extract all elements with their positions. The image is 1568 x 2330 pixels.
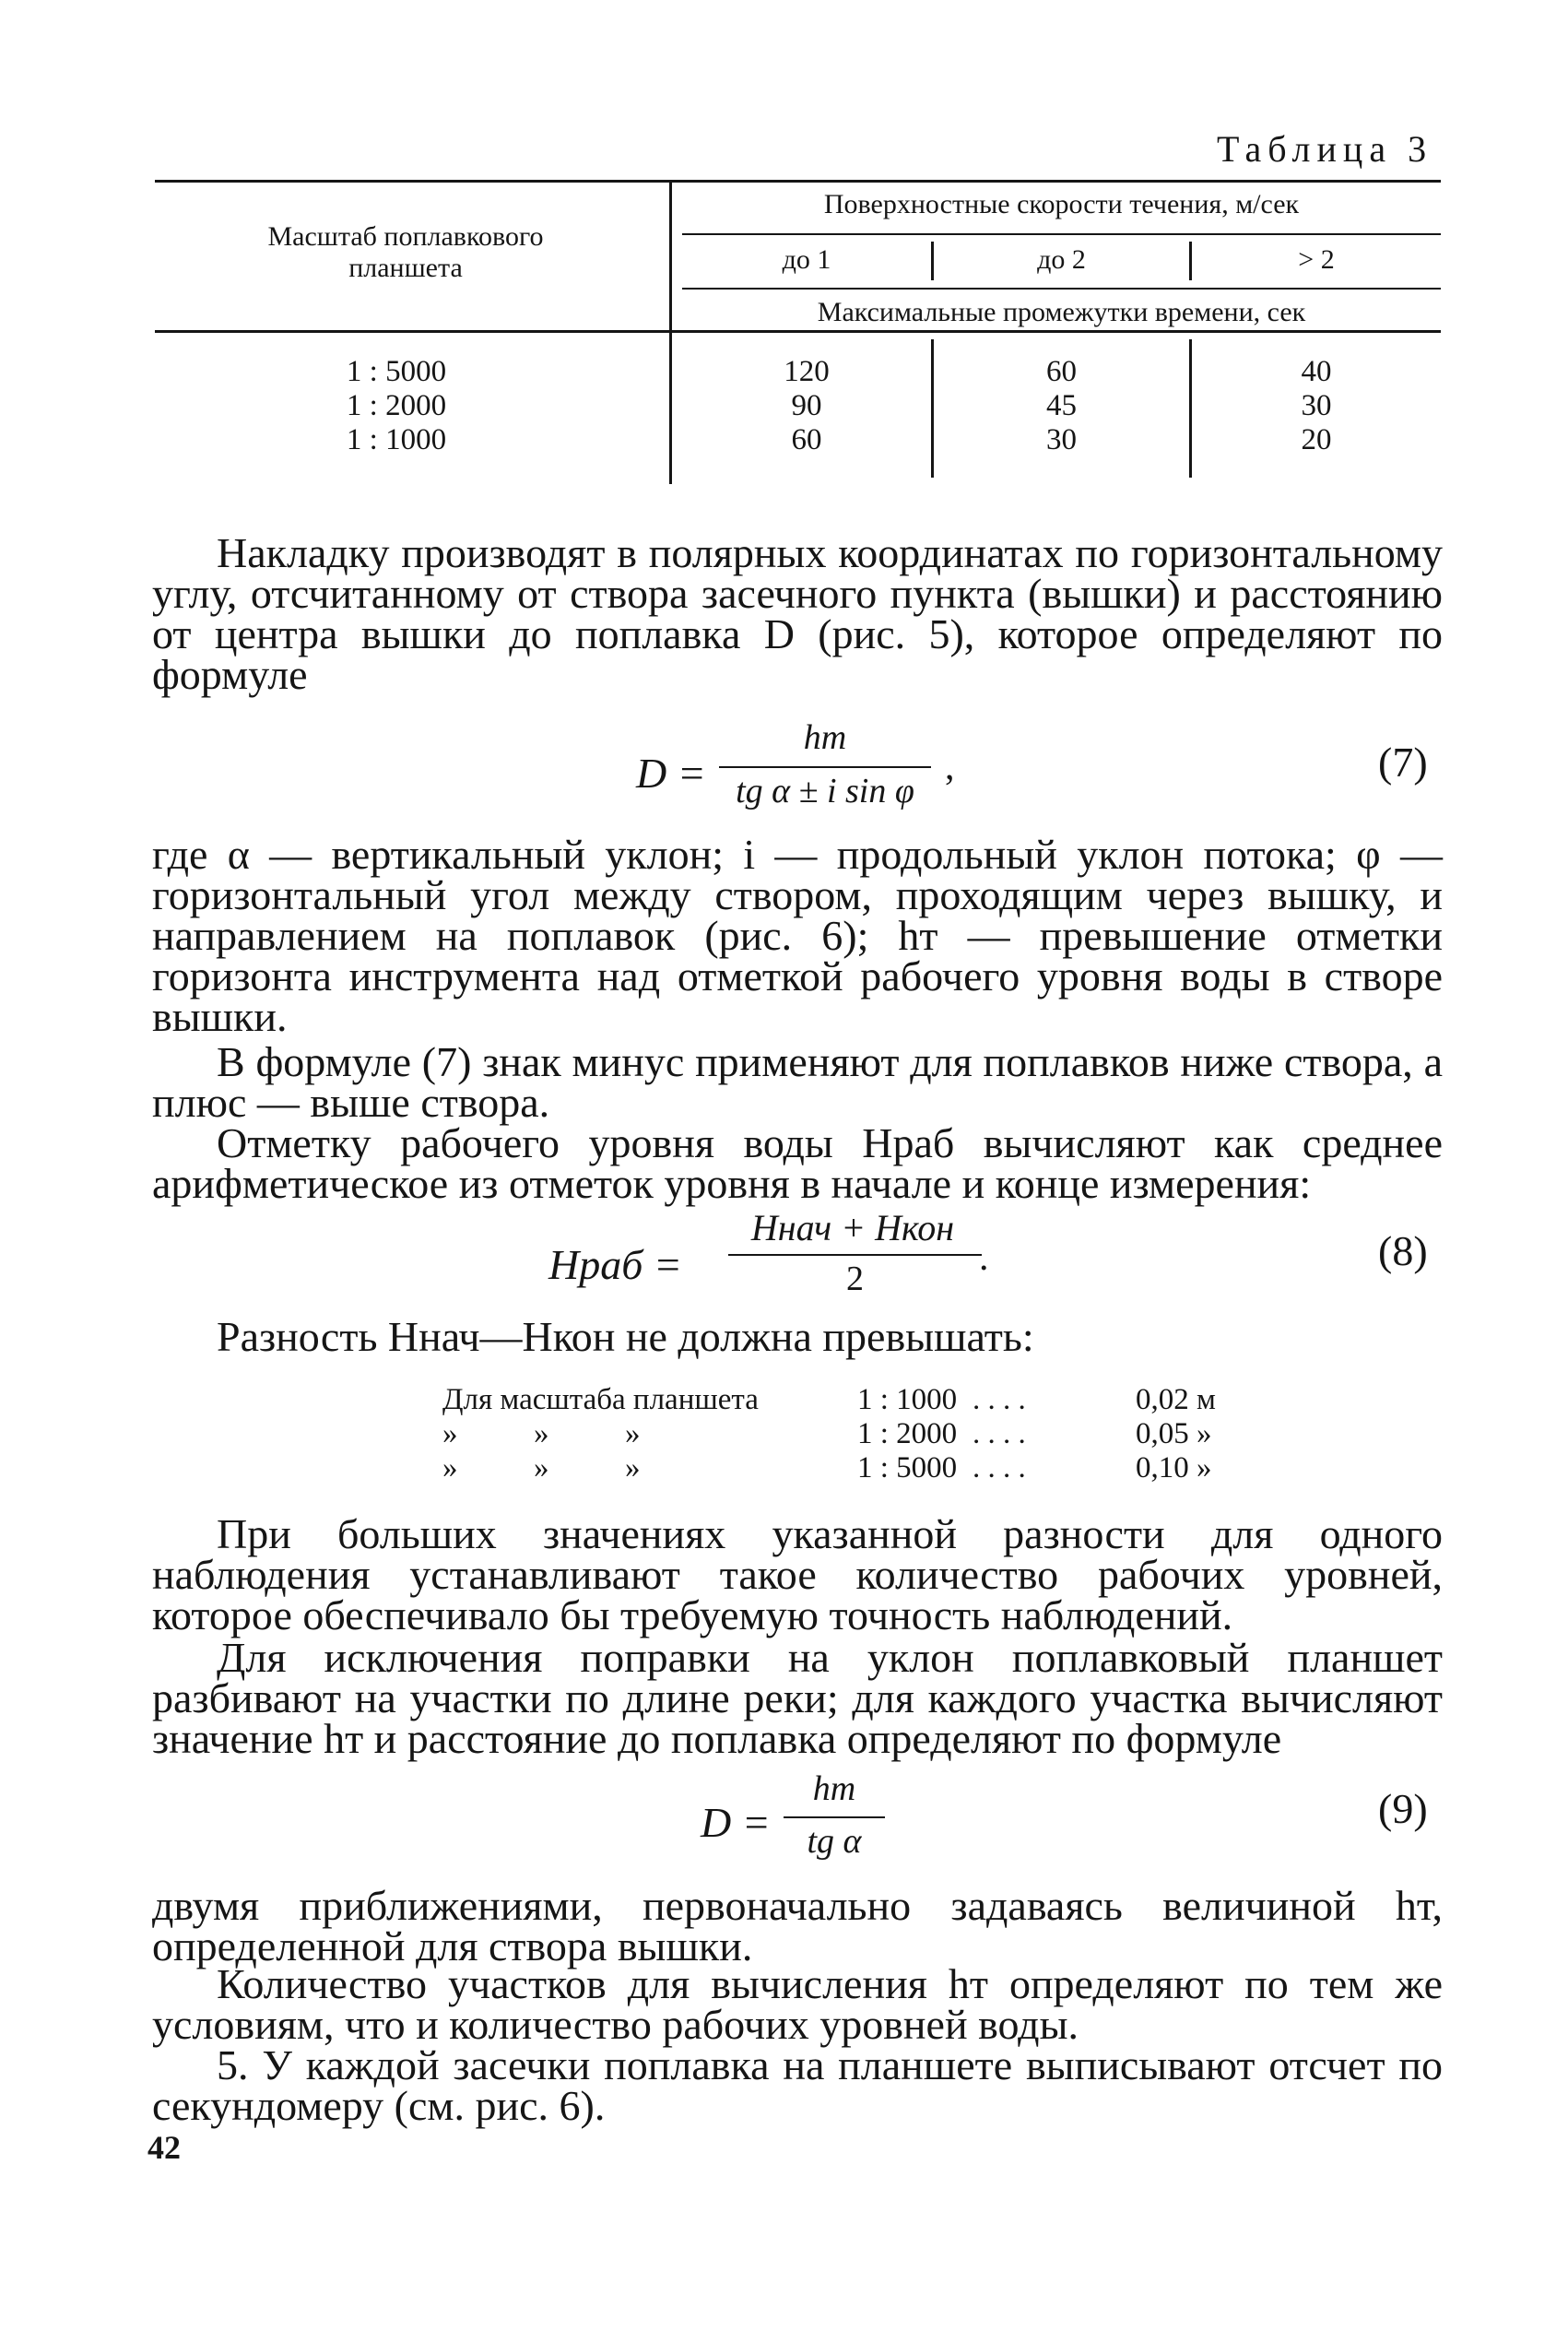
eq9-lhs: D = [701,1799,771,1846]
table-group-header: Поверхностные скорости течения, м/сек [823,189,1300,219]
paragraph-2: где α — вертикальный уклон; i — продольный уклон потока; φ — горизонтальный угол между створом, проходящим через вышку, и направлением на поплавок (рис. 6); hт — превышение отметки горизонта инструмента над отметкой рабочего уровня воды в створе вышки. [152,831,1443,1040]
paragraph-8: двумя приближениями, первоначально задаваясь величиной hт, определенной для створа вышки. [152,1882,1443,1969]
diff-row-3-label: » » » [442,1451,641,1484]
table-bottom-header: Максимальные промежутки времени, сек [817,297,1306,327]
eq7-lhs: D = [636,750,706,797]
table-caption: Таблица 3 [1217,128,1433,170]
table-col1-header: Масштаб поплавкового планшета [267,221,544,283]
table-row-3-v2: 30 [1046,423,1077,456]
table-row-3-v3: 20 [1301,423,1332,456]
diff-row-2-label: » » » [442,1417,641,1450]
diff-row-3-scale: 1 : 5000 [857,1451,958,1484]
diff-row-3 [442,1451,1235,1485]
paragraph-5: Разность Hнач—Hкон не должна превышать: [217,1313,1034,1360]
table-subheader-2: до 2 [1037,244,1086,275]
table-subheader-3: > 2 [1298,244,1335,275]
paragraph-10: 5. У каждой засечки поплавка на планшете выписывают отсчет по секундомеру (см. рис. 6). [152,2041,1443,2129]
paragraph-1: Накладку производят в полярных координатах по горизонтальному углу, отсчитанному от створа засечного пункта (вышки) и расстоянию от центра вышки до поплавка D (рис. 5), которое определяют по формуле [152,529,1443,698]
paragraph-9: Количество участков для вычисления hт определяют по тем же условиям, что и количество рабочих уровней воды. [152,1960,1443,2048]
diff-row-1-dots: . . . . [973,1383,1026,1416]
table-row-3-scale: 1 : 1000 [346,423,447,456]
table-row-2-scale: 1 : 2000 [346,389,447,422]
eq7-label: (7) [1378,739,1428,786]
table-subheader-1: до 1 [782,244,831,275]
eq8-numerator: Hнач + Hкон [750,1207,955,1248]
table-row-1-v2: 60 [1046,355,1077,388]
subheader-rule-top [682,233,1441,235]
eq9-fraction-bar [784,1816,885,1818]
diff-row-2 [442,1417,1235,1451]
eq8-label: (8) [1378,1227,1428,1274]
diff-row-1-label: Для масштаба планшета [442,1383,759,1416]
table-row-1-v3: 40 [1301,355,1332,388]
diff-row-1-value: 0,02 м [1136,1383,1216,1416]
eq7-numerator: hт [803,718,847,757]
paragraph-4: Отметку рабочего уровня воды Hраб вычисляют как среднее арифметическое из отметок уровня в начале и конце измерения: [152,1119,1443,1207]
diff-row-3-value: 0,10 » [1136,1451,1212,1484]
eq9-numerator: hт [812,1769,856,1808]
table-header-rule [155,330,1441,333]
eq9-label: (9) [1378,1785,1428,1832]
paragraph-6: При больших значениях указанной разности для одного наблюдения устанавливают такое количество рабочих уровней, которое обеспечивало бы требуемую точность наблюдений. [152,1510,1443,1638]
diff-row-1 [442,1383,1235,1417]
table-row-2-v2: 45 [1046,389,1077,422]
table-row-1-v1: 120 [784,355,830,388]
eq7-denominator: tg α ± i sin φ [736,772,914,810]
table-row-3-v1: 60 [791,423,822,456]
diff-row-2-value: 0,05 » [1136,1417,1212,1450]
diff-row-3-dots: . . . . [973,1451,1026,1484]
eq8-denominator: 2 [846,1260,864,1298]
diff-row-2-dots: . . . . [973,1417,1026,1450]
table-row-2-v3: 30 [1301,389,1332,422]
eq8-fraction-bar [728,1254,982,1256]
paragraph-7: Для исключения поправки на уклон поплавковый планшет разбивают на участки по длине реки; для каждого участка вычисляют значение hт и расстояние до поплавка определяют по формуле [152,1634,1443,1762]
diff-row-2-scale: 1 : 2000 [857,1417,958,1450]
subheader-rule-bottom [682,288,1441,290]
diff-row-1-scale: 1 : 1000 [857,1383,958,1416]
paragraph-3: В формуле (7) знак минус применяют для поплавков ниже створа, а плюс — выше створа. [152,1038,1443,1126]
table-row-2-v1: 90 [791,389,822,422]
table-divider-1 [669,180,672,484]
eq7-trail: , [945,746,955,788]
table-row-1-scale: 1 : 5000 [346,355,447,388]
eq8-trail: . [979,1236,989,1279]
page-number: 42 [147,2129,181,2166]
eq9-denominator: tg α [807,1822,862,1861]
eq8-lhs: Hраб = [548,1241,682,1288]
eq7-fraction-bar [719,766,931,768]
table-top-rule [155,180,1441,183]
